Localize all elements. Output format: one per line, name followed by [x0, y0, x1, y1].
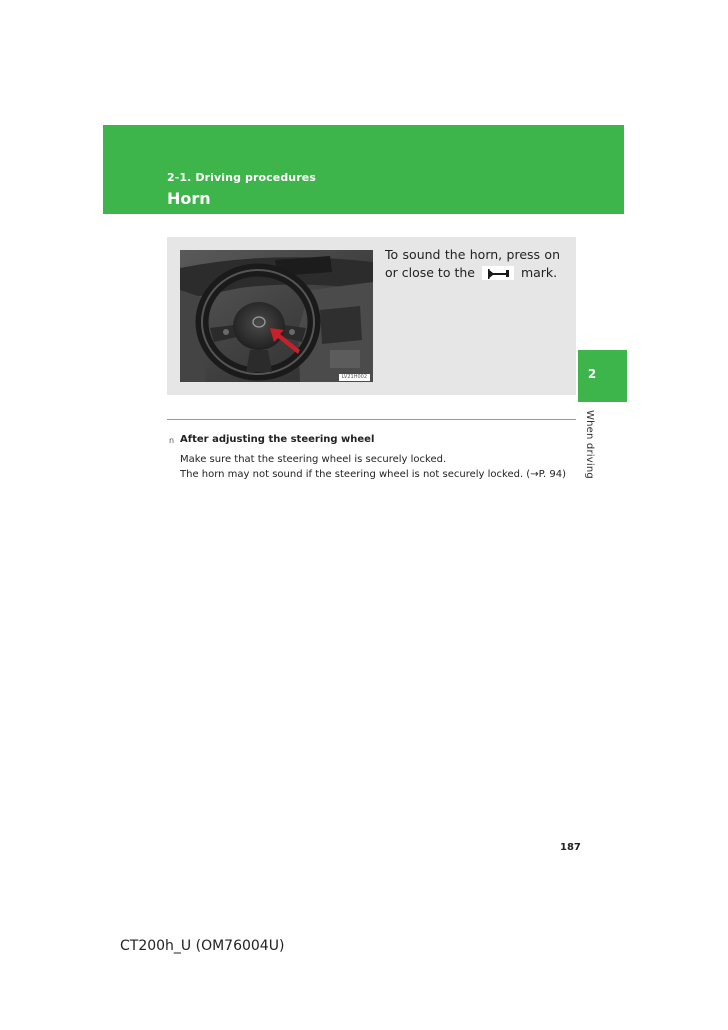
instruction-before: To sound the horn, press on or close to the	[385, 247, 560, 280]
note-heading: After adjusting the steering wheel	[180, 434, 375, 445]
horn-icon	[482, 266, 514, 280]
chapter-label: When driving	[584, 410, 595, 479]
chapter-number: 2	[587, 367, 597, 381]
figure-code: LV21H002	[339, 374, 370, 381]
note-text-line-2: The horn may not sound if the steering wheel is not securely locked. (→P. 94)	[180, 469, 567, 480]
section-label: 2-1. Driving procedures	[167, 171, 316, 184]
page-title: Horn	[167, 189, 211, 208]
note-bullet-icon: n	[169, 436, 175, 445]
divider	[167, 419, 576, 420]
steering-wheel-photo	[180, 250, 373, 382]
instruction-text	[385, 246, 560, 282]
chapter-tab[interactable]	[578, 350, 627, 402]
instruction-after: mark.	[520, 265, 558, 280]
page-number: 187	[560, 842, 581, 853]
note-text-line-1: Make sure that the steering wheel is securely locked.	[180, 454, 447, 465]
document-code: CT200h_U (OM76004U)	[120, 938, 285, 954]
